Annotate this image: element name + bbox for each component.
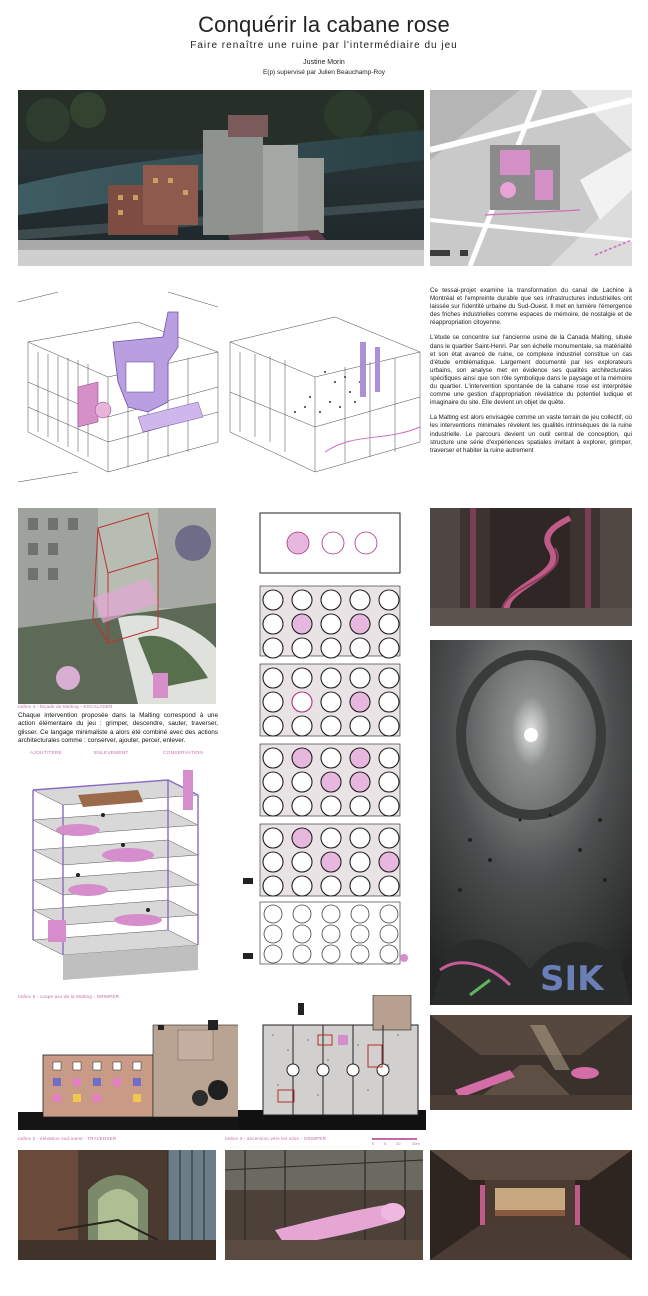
photo-pink-slide-hall [225,1150,423,1260]
scale-bar [372,1138,426,1148]
photo-silo-interior [430,640,632,1005]
scale-label-10: 10 [396,1141,401,1146]
elevation-ascent-silos [238,995,426,1130]
svg-text:SIK: SIK [540,959,604,999]
essay-text-block [430,287,632,462]
essay-paragraph-2: L'étude se concentre sur l'ancienne usine de la Canada Malting, située dans le quartier Saint-Henri. Par son échelle monumentale, sa matérialité et son état avancé de ruine, ce complexe industriel constitue un cas d'étude emblématique. Largement documenté par les explorateurs urbains, son analyse met en évidence ses qualités architecturales spécifiques ainsi que son rôle symbolique dans le paysage et la mémoire du quartier. L'intervention spontanée de la cabane rose est interprétée comme une gestion d'appropriation révélatrice du potentiel ludique et imaginaire du site. Elle devient un objet de quête. [430,334,632,407]
scale-label-0: 0 [372,1141,375,1146]
site-plan-map [430,90,632,266]
scale-label-20: 20m [412,1141,420,1146]
axonometric-drawing-left [18,282,223,487]
intervention-text: Chaque intervention proposée dans la Malting correspond à une action élémentaire du jeu : grimper, descendre, sauter, traverser, glisser. Ce langage minimaliste a alors été combiné avec des actions architecturales comme : conserver, ajouter, percer, enlever. [18,712,218,745]
caption-section: Indice 5 - coupe axo de la Malting - GRIMPER [18,994,120,999]
caption-facade: Indice 4 - façade du Malting - ESCALADER [18,704,113,709]
page-title: Conquérir la cabane rose [198,12,450,37]
legend-remove: ENLEVEMENT [94,751,129,756]
photo-pink-slide-tunnel [430,1015,632,1110]
photo-ruin-interior-arch [18,1150,216,1260]
elevation-south-west [18,1020,238,1130]
silo-plans-stack [238,508,413,968]
caption-ascent: Indice 3 - ascension vers les silos - GRIMPER [225,1136,327,1141]
author-name: Justine Morin [303,59,345,66]
scale-label-5: 5 [384,1141,387,1146]
section-axonometric [18,770,216,985]
facade-perspective-render [18,508,216,704]
axonometric-drawing-center [225,282,425,487]
essay-paragraph-3: La Malting est alors envisagée comme un vaste terrain de jeu collectif, où les interventions minimales révèlent les qualités intrinsèques de la ruine industrielle. Le parcours devient un outil central de conception, qui structure une série d'expériences spatiales invitant à explorer, grimper, traverser et habiter la ruine autrement [430,414,632,454]
essay-paragraph-1: Ce tessai-projet examine la transformation du canal de Lachine à Montréal et l'empreinte durable que ses infrastructures industrielles ont laissée sur l'identité urbaine du Sud-Ouest. Il met en lumière l'émergence des friches industrielles comme espaces de mémoire, de nostalgie et de réappropriation citoyenne. [430,287,632,327]
caption-elevation: Indice 2 - élévation sud-ouest - TRAVERSER [18,1136,117,1141]
page-subtitle: Faire renaître une ruine par l'intermédiaire du jeu [190,40,458,51]
legend-conserve: CONSERVATION [163,751,203,756]
photo-spiral-staircase [430,508,632,626]
supervisor-credit: E(p) supervisé par Julien Beauchamp-Roy [262,69,386,76]
photo-lit-room [430,1150,632,1260]
legend-add: AJOUT/TERE [30,751,62,756]
aerial-night-render [18,90,424,266]
